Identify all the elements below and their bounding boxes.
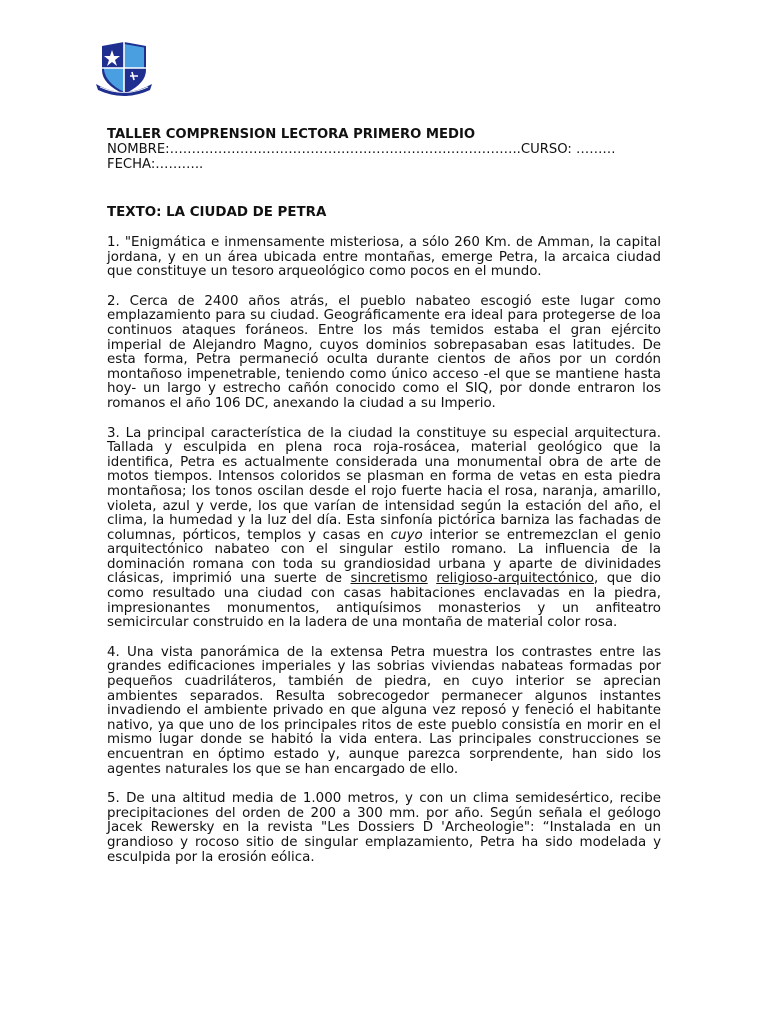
paragraph-3-space (428, 571, 437, 586)
shield-icon (94, 40, 154, 98)
paragraph-3-italic: cuyo (390, 527, 423, 543)
underlined-term-2: religioso-arquitectónico (436, 571, 595, 587)
paragraph-2: 2. Cerca de 2400 años atrás, el pueblo nabateo escogió este lugar como emplazamiento para su ciudad. Geográficamente era ideal para protegerse de loa continuos ataques foráneos. Entre los más temidos estaba el gran ejército imperial de Alejandro Magno, cuyos dominios sobrepasaban esas latitudes. De esta forma, Petra permaneció oculta durante cientos de años por un cordón montañoso impenetrable, teniendo como único acceso -el que se mantiene hasta hoy- un largo y estrecho cañón conocido como el SIQ, por donde entraron los romanos el año 106 DC, anexando la ciudad a su Imperio. (107, 293, 661, 411)
underlined-term-1: sincretismo (350, 571, 428, 587)
paragraph-5: 5. De una altitud media de 1.000 metros, y con un clima semidesértico, recibe precipitaciones del orden de 200 a 300 mm. por año. Según señala el geólogo Jacek Rewersky en la revista "Les Dossiers D 'Archeologie": “Instalada en un grandioso y rocoso sitio de singular emplazamiento, Petra ha sido modelada y esculpida por la erosión eólica. (107, 791, 661, 865)
student-fields: NOMBRE:……………………………………………………………………..CURSO: ………FECHA:……….. (107, 142, 616, 172)
text-title: TEXTO: LA CIUDAD DE PETRA (107, 205, 327, 220)
document-page (107, 127, 661, 880)
paragraph-3 (107, 427, 661, 631)
paragraph-1: 1. "Enigmática e inmensamente misteriosa, a sólo 260 Km. de Amman, la capital jordana, y en un área ubicada entre montañas, emerge Petra, la arcaica ciudad que constituye un tesoro arqueológico como pocos en el mundo. (107, 235, 661, 280)
paragraph-3-part-b: interior se entremezclan el genio arquitectónico nabateo con el singular estilo romano. La influencia de la dominación romana con toda su grandiosidad urbana y aparte de divinidades clásicas, imprimió una suerte de (107, 527, 661, 587)
paragraph-4: 4. Una vista panorámica de la extensa Petra muestra los contrastes entre las grandes edificaciones imperiales y las sobrias viviendas nabateas formadas por pequeños cuadriláteros, también de piedra, en cuyo interior se aprecian ambientes separados. Resulta sobrecogedor permanecer algunos instantes invadiendo el ambiente privado en que alguna vez reposó y feneció el habitante nativo, ya que uno de los principales ritos de este pueblo consistía en morir en el mismo lugar donde se habitó la vida entera. Las principales construcciones se encuentran en óptimo estado y, aunque parezca sorprendente, han sido los agentes naturales los que se han encargado de ello. (107, 644, 661, 777)
school-crest-logo (94, 40, 154, 98)
paragraph-3-part-a: 3. La principal característica de la ciudad la constituye su especial arquitectura. Tallada y esculpida en plena roca roja-rosácea, material geológico que la identifica, Petra es actualmente considerada una monumental obra de arte de motos tiempos. Intensos coloridos se plasman en forma de vetas en esta piedra montañosa; los tonos oscilan desde el rojo fuerte hacia el rosa, naranja, amarillo, violeta, azul y verde, los que varían de intensidad según la estación del año, el clima, la humedad y la luz del día. Esta sinfonía pictórica barniza las fachadas de columnas, pórticos, templos y casas en (107, 425, 661, 543)
worksheet-header (107, 127, 661, 172)
paragraph-3-part-c: , que dio como resultado una ciudad con casas habitaciones enclavadas en la piedra, impresionantes monumentos, antiquísimos monasterios y un anfiteatro semicircular construido en la ladera de una montaña de material color rosa. (107, 571, 661, 631)
worksheet-title: TALLER COMPRENSION LECTORA PRIMERO MEDIO (107, 127, 476, 142)
